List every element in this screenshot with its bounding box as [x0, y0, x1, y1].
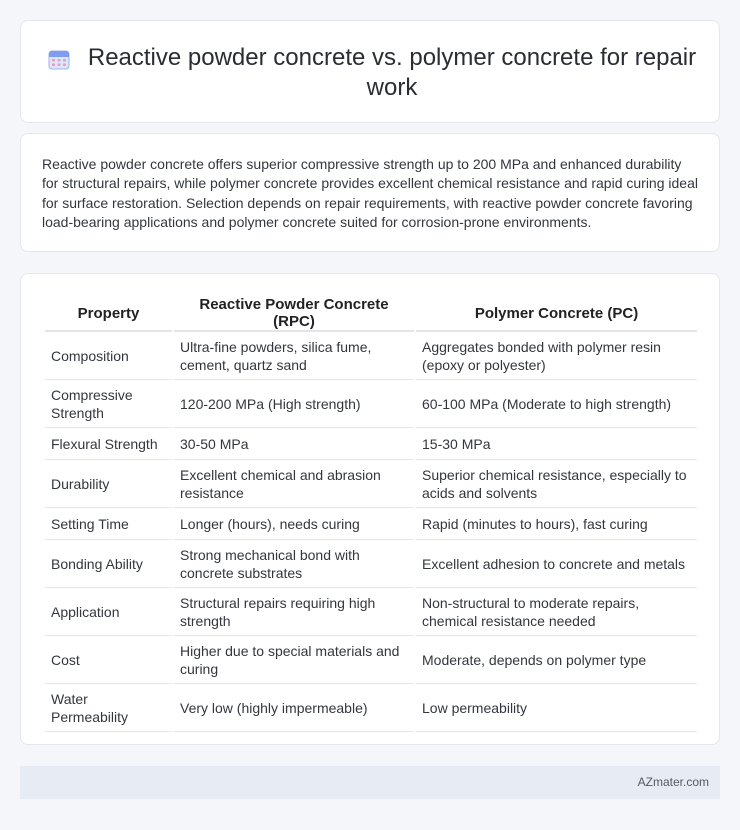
comparison-table [43, 296, 699, 732]
footer-brand: AZmater.com [637, 775, 709, 789]
column-header-pc: Polymer Concrete (PC) [416, 296, 697, 332]
table-row [45, 684, 697, 732]
rpc-cell: Longer (hours), needs curing [174, 508, 414, 540]
property-cell: Flexural Strength [45, 428, 172, 460]
property-cell: Bonding Ability [45, 540, 172, 588]
property-cell: Cost [45, 636, 172, 684]
rpc-cell: Higher due to special materials and curing [174, 636, 414, 684]
property-cell: Water Permeability [45, 684, 172, 732]
summary-text: Reactive powder concrete offers superior compressive strength up to 200 MPa and enhanced durability for structural repairs, while polymer concrete provides excellent chemical resistance and rapid curing ideal for surface restoration. Selection depends on repair requirements, with reactive powder concrete favoring load-bearing applications and polymer concrete suited for corrosion-prone environments. [42, 156, 698, 230]
rpc-cell: 120-200 MPa (High strength) [174, 380, 414, 428]
column-header-rpc: Reactive Powder Concrete (RPC) [174, 296, 414, 332]
pc-cell: Superior chemical resistance, especially to acids and solvents [416, 460, 697, 508]
pc-cell: Rapid (minutes to hours), fast curing [416, 508, 697, 540]
rpc-cell: Ultra-fine powders, silica fume, cement, quartz sand [174, 332, 414, 380]
table-row [45, 588, 697, 636]
pc-cell: Excellent adhesion to concrete and metals [416, 540, 697, 588]
comparison-table-card [20, 273, 720, 745]
pc-cell: Moderate, depends on polymer type [416, 636, 697, 684]
pc-cell: Aggregates bonded with polymer resin (epoxy or polyester) [416, 332, 697, 380]
table-row [45, 380, 697, 428]
property-cell: Composition [45, 332, 172, 380]
rpc-cell: 30-50 MPa [174, 428, 414, 460]
rpc-cell: Excellent chemical and abrasion resistance [174, 460, 414, 508]
page-title: Reactive powder concrete vs. polymer concrete for repair work [87, 44, 697, 101]
rpc-cell: Very low (highly impermeable) [174, 684, 414, 732]
property-cell: Application [45, 588, 172, 636]
footer-bar [20, 766, 720, 799]
table-row [45, 428, 697, 460]
summary-card [20, 133, 720, 252]
calendar-icon [47, 47, 71, 71]
table-row [45, 332, 697, 380]
property-cell: Compressive Strength [45, 380, 172, 428]
column-header-property: Property [45, 296, 172, 332]
pc-cell: Non-structural to moderate repairs, chemical resistance needed [416, 588, 697, 636]
table-header-row [45, 296, 697, 332]
property-cell: Setting Time [45, 508, 172, 540]
pc-cell: 15-30 MPa [416, 428, 697, 460]
pc-cell: Low permeability [416, 684, 697, 732]
property-cell: Durability [45, 460, 172, 508]
table-row [45, 508, 697, 540]
table-row [45, 540, 697, 588]
pc-cell: 60-100 MPa (Moderate to high strength) [416, 380, 697, 428]
rpc-cell: Strong mechanical bond with concrete substrates [174, 540, 414, 588]
table-row [45, 460, 697, 508]
rpc-cell: Structural repairs requiring high strength [174, 588, 414, 636]
table-row [45, 636, 697, 684]
title-card [20, 20, 720, 123]
